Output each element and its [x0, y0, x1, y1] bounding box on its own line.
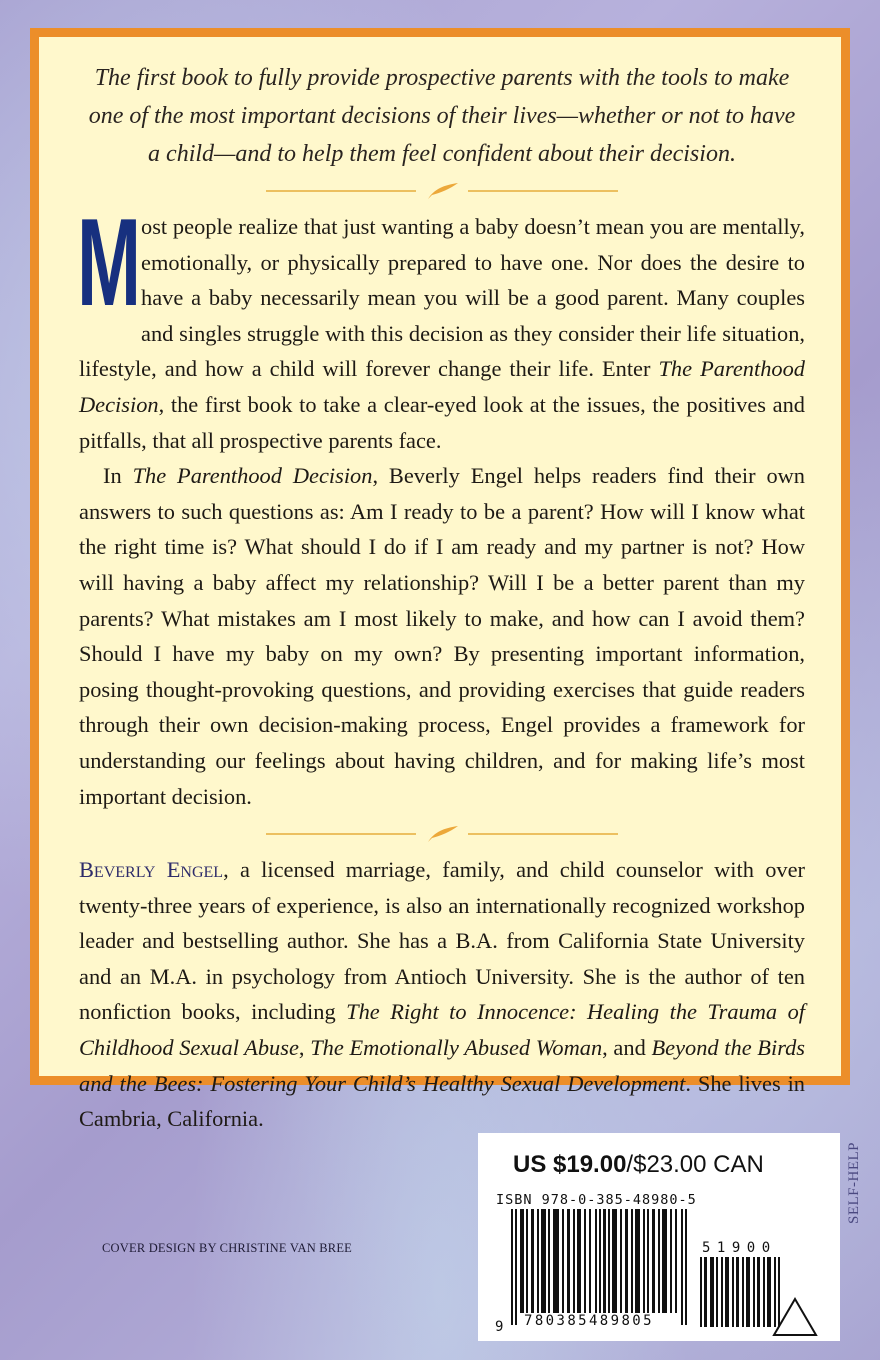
description-paragraph-2: In The Parenthood Decision, Beverly Engel helps readers find their own answers to such questions as: Am I ready to be a parent? How will I know what the right time is? What should I do if I am ready and my partner is not? How will having a baby affect my relationship? Will I be a better parent than my parents? What mistakes am I most likely to make, and how can I avoid them? Should I have my baby on my own? By presenting important information, posing thought-provoking questions, and providing exercises that guide readers through their own decision-making process, Engel provides a framework for understanding our feelings about having children, and for making life’s most important decision. [79, 463, 806, 809]
price-addon-barcode [700, 1257, 780, 1327]
divider-line [468, 190, 618, 192]
leaf-flourish-icon [422, 824, 462, 844]
isbn-barcode [511, 1209, 687, 1325]
book-title-2: The Emotionally Abused Woman [310, 1035, 603, 1061]
book-title-reference: The Parenthood Decision [79, 356, 805, 417]
leaf-flourish-icon [422, 181, 462, 201]
drop-cap: M [77, 194, 142, 332]
isbn-label: ISBN 978-0-385-48980-5 [496, 1192, 697, 1208]
description-paragraph-1: Most people realize that just wanting a baby doesn’t mean you are mentally, emotionally, or physically prepared to have one. Nor does the desire to have a baby necessarily mean you will be a good parent. Many couples and singles struggle with this decision as they consider their life situation, lifestyle, and how a child will forever change their life. Enter The Parenthood Decision, the first book to take a clear-eyed look at the issues, the positives and pitfalls, that all prospective parents face. [77, 194, 805, 453]
book-title-1: The Right to Innocence: Healing the Trauma of Childhood Sexual Abuse [79, 999, 806, 1061]
can-price: /$23.00 CAN [626, 1151, 764, 1178]
divider-line [266, 190, 416, 192]
us-price: US $19.00 [513, 1151, 627, 1178]
cover-design-credit: COVER DESIGN BY CHRISTINE VAN BREE [102, 1241, 352, 1255]
addon-price-code: 51900 [702, 1240, 777, 1256]
tagline: The first book to fully provide prospective parents with the tools to make one of the most important decisions of their lives—whether or not to have a child—and to help them feel confident about their decision. [88, 65, 796, 167]
ornament-divider-top [79, 181, 805, 201]
author-name: Beverly Engel [79, 857, 224, 883]
ornament-divider-bottom [79, 824, 805, 844]
divider-line [468, 833, 618, 835]
orange-frame [30, 28, 850, 1132]
category-label: SELF-HELP [846, 1142, 862, 1225]
barcode-digits: 780385489805 [524, 1313, 654, 1329]
author-bio: Beverly Engel, a licensed marriage, family, and child counselor with over twenty-three years of experience, is also an internationally recognized workshop leader and bestselling author. She has a B.A. from California State University and an M.A. in psychology from Antioch University. She is the author of ten nonfiction books, including The Right to Innocence: Healing the Trauma of Childhood Sexual Abuse, The Emotionally Abused Woman, and Beyond the Birds and the Bees: Fostering Your Child’s Healthy Sexual Development. She lives in Cambria, California. [79, 857, 806, 1132]
book-title-3: Beyond the Birds and the Bees: Fostering Your Child’s Healthy Sexual Development [79, 1035, 805, 1096]
triangle-mark-icon [772, 1297, 818, 1337]
divider-line [266, 833, 416, 835]
barcode-lead-digit: 9 [495, 1319, 504, 1335]
price-label [513, 1151, 764, 1179]
cream-panel [39, 37, 841, 1132]
book-title-reference: The Parenthood Decision [132, 463, 373, 489]
barcode-price-box [478, 1133, 840, 1341]
